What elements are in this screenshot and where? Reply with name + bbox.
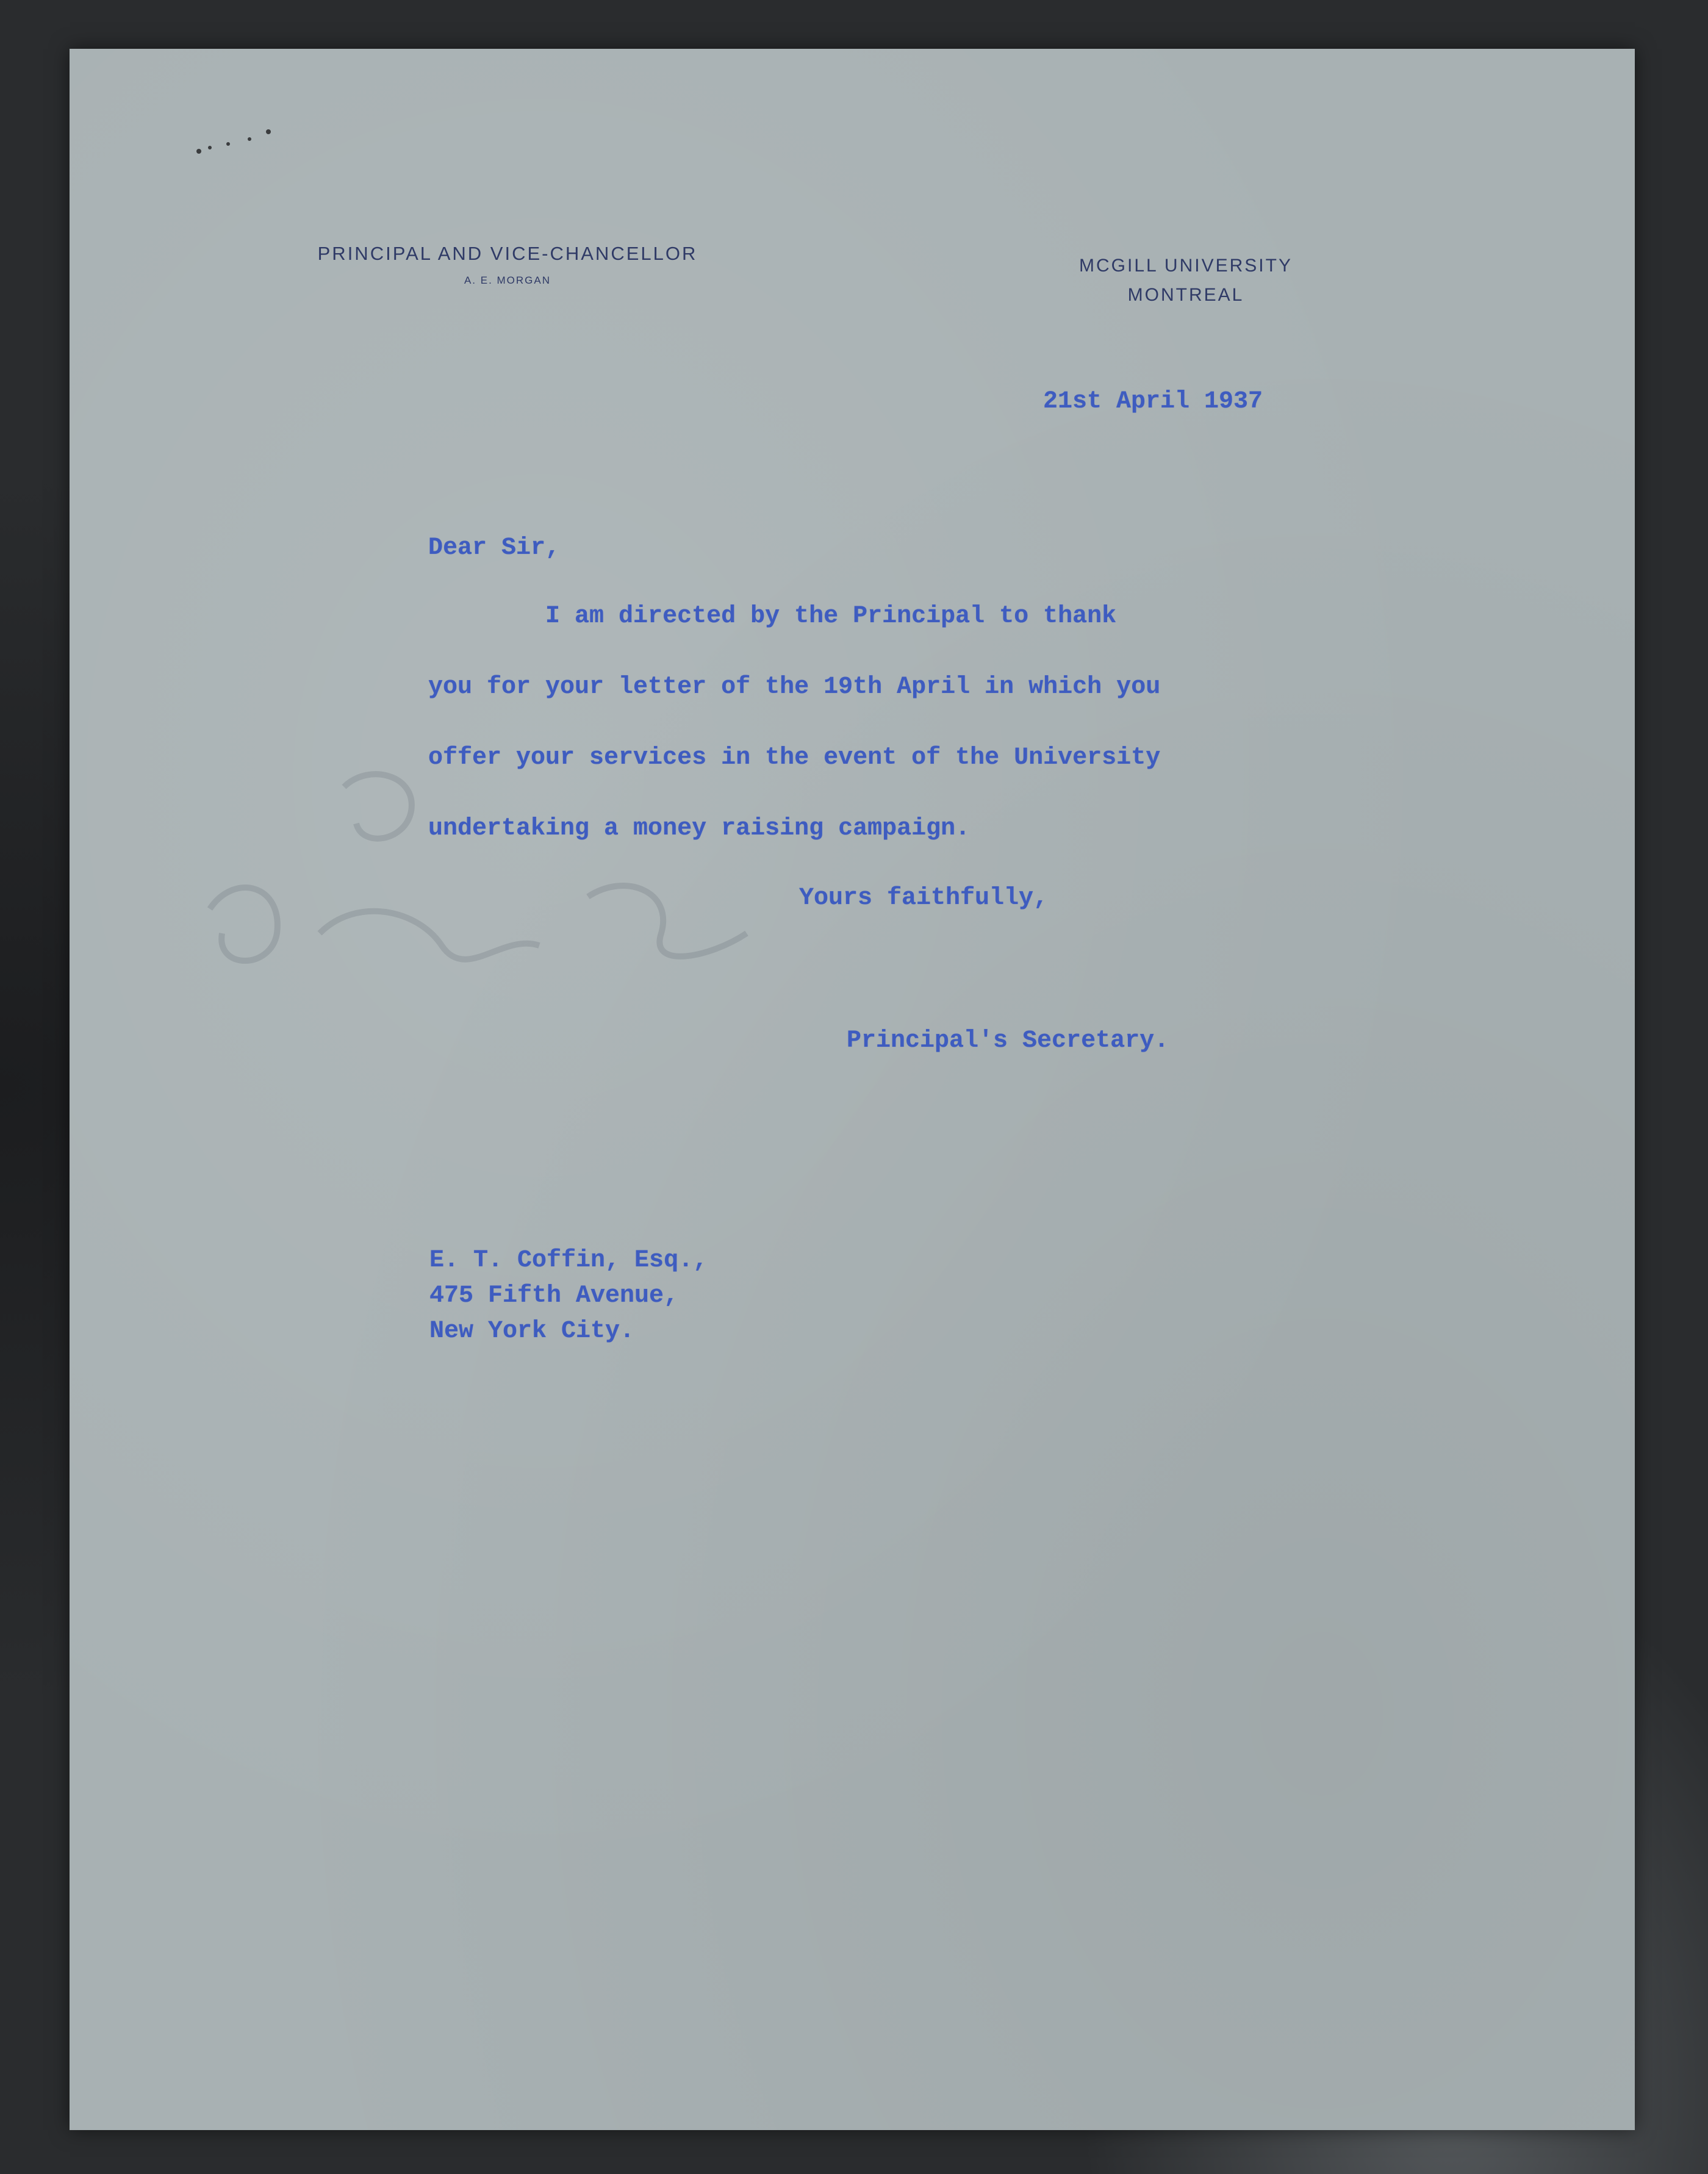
paper-specks xyxy=(131,110,301,183)
letter-sheet xyxy=(70,49,1635,2130)
letterhead-name: A. E. MORGAN xyxy=(464,274,551,286)
closing: Yours faithfully, xyxy=(799,884,1049,912)
address-line: 475 Fifth Avenue, xyxy=(429,1282,679,1310)
letterhead-left xyxy=(288,243,727,287)
letterhead-institution: MCGILL UNIVERSITY xyxy=(1079,256,1293,276)
letter-date: 21st April 1937 xyxy=(1043,388,1263,415)
body-line: I am directed by the Principal to thank xyxy=(428,603,1117,630)
letterhead-right xyxy=(1046,251,1326,310)
signature-title: Principal's Secretary. xyxy=(847,1027,1169,1055)
letterhead-city: MONTREAL xyxy=(1127,285,1244,305)
address-line: E. T. Coffin, Esq., xyxy=(429,1247,708,1274)
letterhead-title: PRINCIPAL AND VICE-CHANCELLOR xyxy=(317,243,698,264)
address-line: New York City. xyxy=(429,1318,635,1345)
body-line: you for your letter of the 19th April in which you xyxy=(428,673,1161,701)
body-line: undertaking a money raising campaign. xyxy=(428,815,971,842)
body-line: offer your services in the event of the University xyxy=(428,744,1161,772)
bleed-through-marks xyxy=(161,750,893,1116)
salutation: Dear Sir, xyxy=(428,534,561,562)
